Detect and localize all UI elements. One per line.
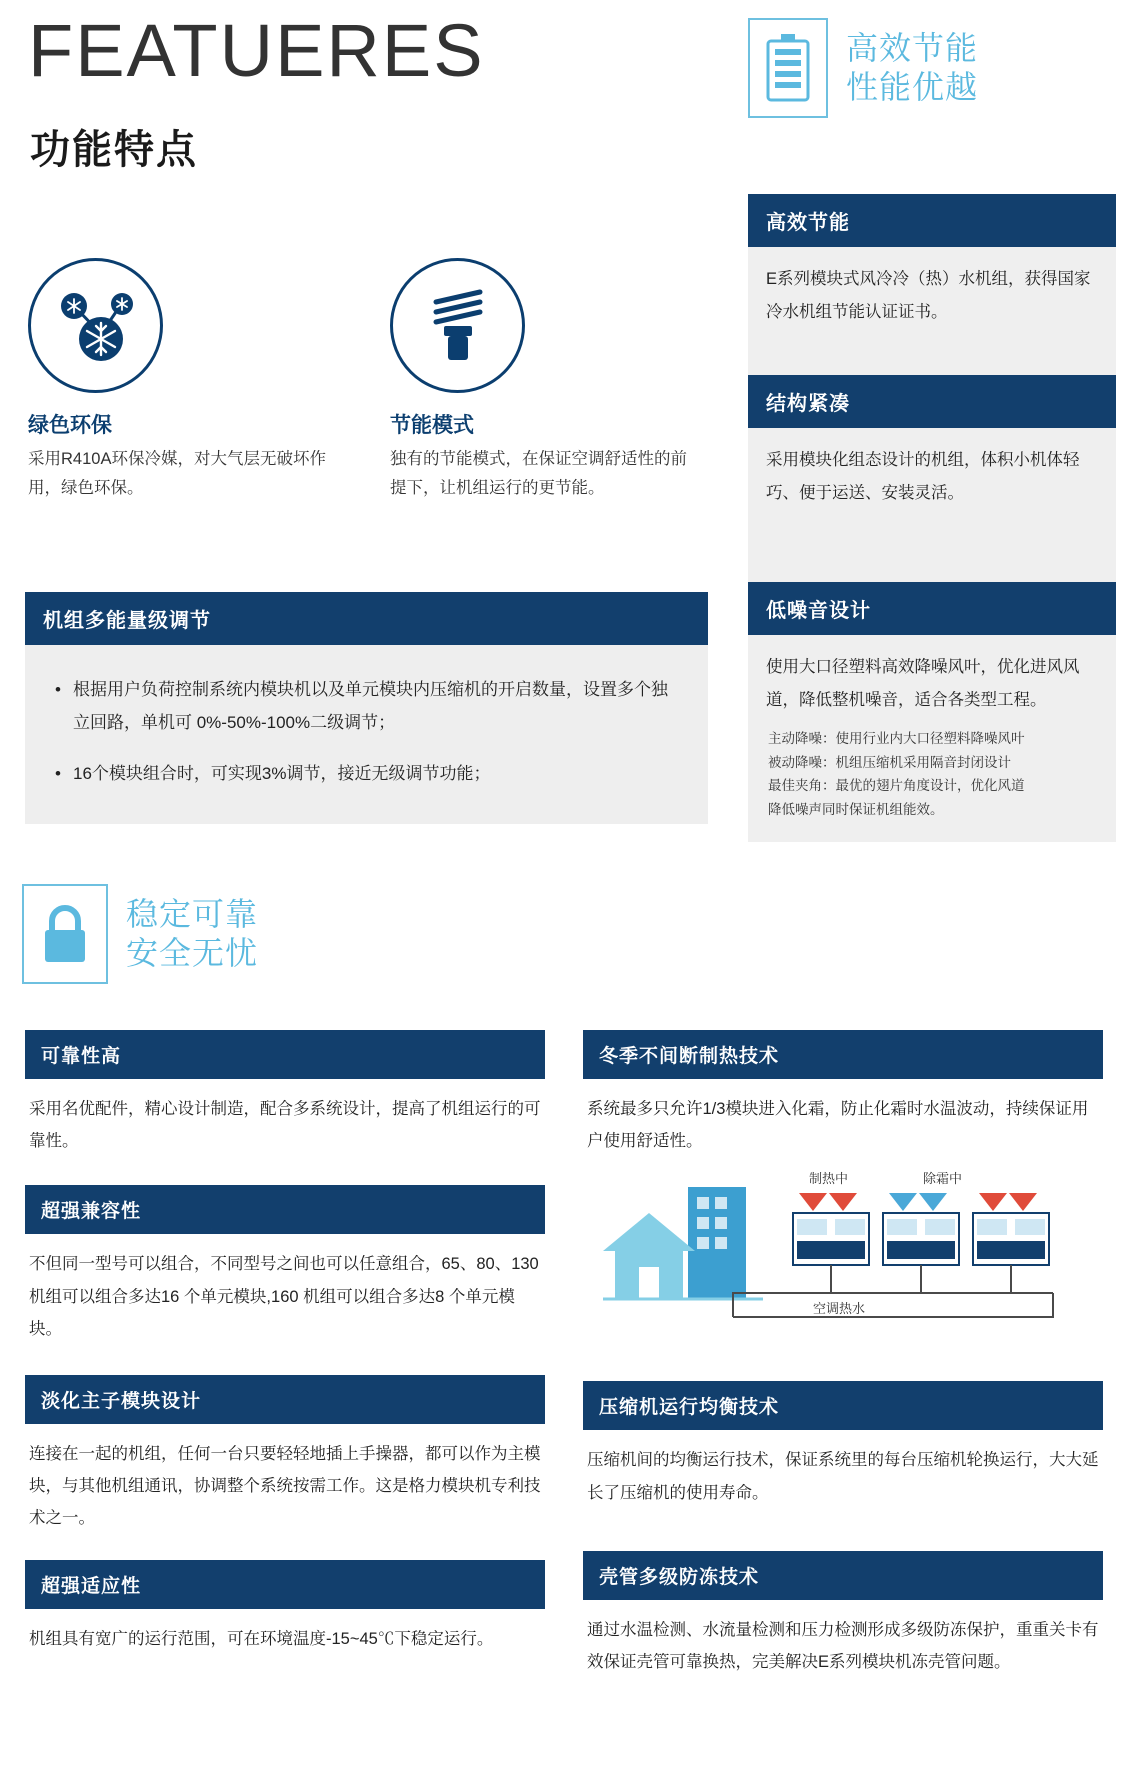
feature-energy-mode-desc: 独有的节能模式，在保证空调舒适性的前提下，让机组运行的更节能。 bbox=[390, 450, 687, 497]
svg-text:制热中: 制热中 bbox=[809, 1171, 849, 1187]
card-low-noise-body bbox=[748, 635, 1116, 842]
right-column bbox=[748, 194, 1116, 842]
card-low-noise bbox=[748, 582, 1116, 842]
card-winter-heating-body: 系统最多只允许1/3模块进入化霜，防止化霜时水温波动，持续保证用户使用舒适性。 bbox=[587, 1100, 1089, 1151]
bottom-left-column bbox=[25, 1030, 545, 1704]
card-compatibility-body: 不但同一型号可以组合，不同型号之间也可以任意组合，65、80、130 机组可以组合多达16 个单元模块,160 机组可以组合多达8 个单元模块。 bbox=[29, 1255, 539, 1338]
card-antifreeze-body: 通过水温检测、水流量检测和压力检测形成多级防冻保护，重重关卡有效保证壳管可靠换热，完美解决E系列模块机冻壳管问题。 bbox=[587, 1620, 1099, 1671]
card-master-slave-title: 淡化主子模块设计 bbox=[25, 1375, 545, 1424]
heating-defrost-diagram bbox=[583, 1169, 1103, 1359]
list-item: 最佳夹角：最优的翅片角度设计，优化风道 bbox=[768, 778, 1025, 794]
energy-saving-lamp-icon-circle bbox=[390, 258, 525, 393]
badge-reliability-line1: 稳定可靠 bbox=[126, 895, 259, 932]
card-adaptability-title: 超强适应性 bbox=[25, 1560, 545, 1609]
list-item: 主动降噪：使用行业内大口径塑料降噪风叶 bbox=[768, 731, 1025, 746]
card-compressor-balance-body: 压缩机间的均衡运行技术，保证系统里的每台压缩机轮换运行，大大延长了压缩机的使用寿命。 bbox=[587, 1451, 1099, 1502]
card-low-noise-main: 使用大口径塑料高效降噪风叶，优化进风风道，降低整机噪音，适合各类型工程。 bbox=[766, 658, 1080, 709]
snowflake-molecule-icon-circle bbox=[28, 258, 163, 393]
card-winter-heating bbox=[583, 1030, 1103, 1359]
badge-efficiency bbox=[748, 18, 978, 118]
card-reliability bbox=[25, 1030, 545, 1161]
badge-reliability-line2: 安全无忧 bbox=[126, 935, 259, 971]
feature-energy-mode bbox=[390, 258, 690, 503]
card-master-slave bbox=[25, 1375, 545, 1539]
lock-icon bbox=[39, 902, 91, 966]
card-low-noise-title: 低噪音设计 bbox=[748, 582, 1116, 635]
page-title-en: FEATUERES bbox=[28, 9, 485, 92]
card-compatibility-title: 超强兼容性 bbox=[25, 1185, 545, 1234]
feature-green-title: 绿色环保 bbox=[28, 414, 112, 437]
badge-efficiency-line1: 高效节能 bbox=[846, 29, 979, 66]
list-item: 降低噪声同时保证机组能效。 bbox=[768, 801, 944, 817]
card-reliability-body: 采用名优配件，精心设计制造，配合多系统设计，提高了机组运行的可靠性。 bbox=[29, 1100, 541, 1151]
card-high-efficiency-title: 高效节能 bbox=[748, 194, 1116, 247]
card-winter-heating-title: 冬季不间断制热技术 bbox=[583, 1030, 1103, 1079]
card-compatibility bbox=[25, 1185, 545, 1349]
card-compressor-balance bbox=[583, 1381, 1103, 1512]
heating-defrost-illustration bbox=[583, 1169, 1103, 1359]
card-high-efficiency-body: E系列模块式风冷冷（热）水机组，获得国家冷水机组节能认证证书。 bbox=[748, 247, 1116, 375]
feature-green bbox=[28, 258, 348, 503]
list-item: 被动降噪：机组压缩机采用隔音封闭设计 bbox=[768, 754, 1011, 770]
card-compact-body: 采用模块化组态设计的机组，体积小机体轻巧、便于运送、安装灵活。 bbox=[748, 428, 1116, 582]
battery-icon-box bbox=[748, 18, 828, 118]
list-item: • 根据用户负荷控制系统内模块机以及单元模块内压缩机的开启数量，设置多个独立回路，单机可 0%-50%-100%二级调节； bbox=[55, 673, 678, 739]
page-title-cn: 功能特点 bbox=[30, 128, 198, 172]
card-compressor-balance-title: 压缩机运行均衡技术 bbox=[583, 1381, 1103, 1430]
feature-energy-mode-title: 节能模式 bbox=[390, 414, 474, 437]
card-compact-title: 结构紧凑 bbox=[748, 375, 1116, 428]
card-master-slave-body: 连接在一起的机组，任何一台只要轻轻地插上手操器，都可以作为主模块，与其他机组通讯，协调整个系统按需工作。这是格力模块机专利技术之一。 bbox=[29, 1444, 541, 1528]
bottom-grid bbox=[25, 1030, 1118, 1704]
snowflake-molecule-icon bbox=[46, 276, 146, 376]
badge-reliability bbox=[22, 884, 258, 984]
badge-efficiency-line2: 性能优越 bbox=[846, 69, 979, 105]
badge-reliability-text bbox=[126, 895, 258, 973]
card-multi-level-title: 机组多能量级调节 bbox=[25, 592, 708, 645]
lock-icon-box bbox=[22, 884, 108, 984]
card-antifreeze bbox=[583, 1551, 1103, 1682]
card-multi-level bbox=[25, 592, 708, 824]
card-low-noise-sublist bbox=[766, 727, 1098, 822]
feature-green-desc: 采用R410A环保冷媒，对大气层无破坏作用，绿色环保。 bbox=[28, 450, 326, 497]
bottom-right-column bbox=[583, 1030, 1103, 1704]
badge-efficiency-text bbox=[846, 29, 978, 107]
card-antifreeze-title: 壳管多级防冻技术 bbox=[583, 1551, 1103, 1600]
energy-saving-lamp-icon bbox=[410, 278, 506, 374]
card-reliability-title: 可靠性高 bbox=[25, 1030, 545, 1079]
battery-icon bbox=[765, 34, 811, 102]
list-item: • 16个模块组合时，可实现3%调节，接近无级调节功能； bbox=[55, 757, 678, 790]
svg-text:除霜中: 除霜中 bbox=[923, 1171, 963, 1187]
card-adaptability bbox=[25, 1560, 545, 1659]
card-high-efficiency bbox=[748, 194, 1116, 375]
card-multi-level-body bbox=[25, 645, 708, 824]
card-compact bbox=[748, 375, 1116, 582]
svg-text:空调热水: 空调热水 bbox=[813, 1301, 866, 1317]
card-adaptability-body: 机组具有宽广的运行范围，可在环境温度-15~45℃下稳定运行。 bbox=[29, 1630, 494, 1649]
